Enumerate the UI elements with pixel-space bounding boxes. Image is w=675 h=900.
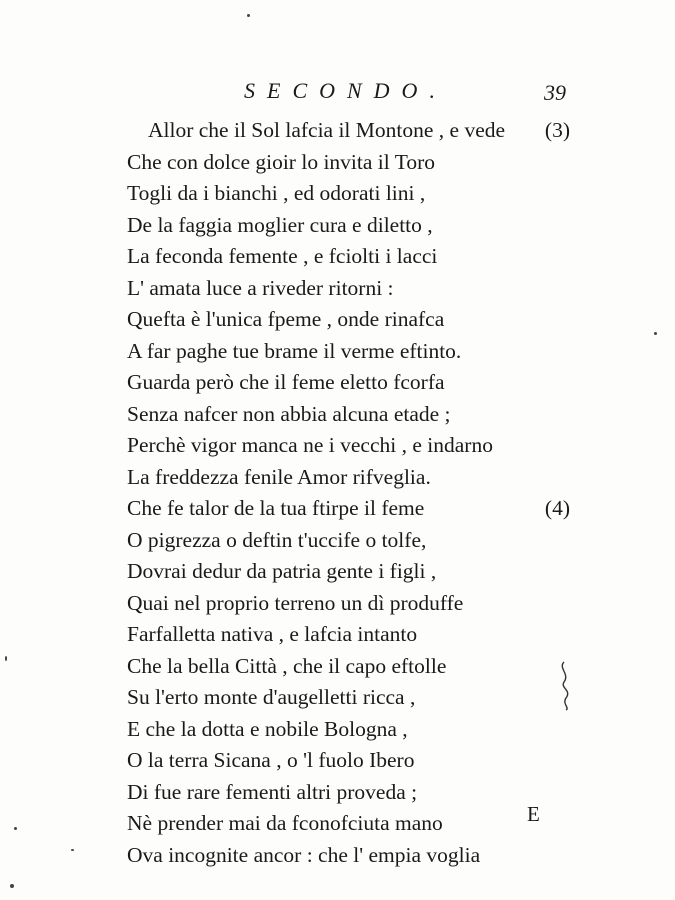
page-number: 39 bbox=[544, 80, 566, 105]
verse-text: Che fe talor de la tua ftirpe il feme bbox=[127, 496, 425, 520]
verse-text: Di fue rare fementi altri proveda ; bbox=[127, 779, 418, 804]
catchword: E bbox=[527, 802, 540, 826]
verse-text: Perchè vigor manca ne i vecchi , e indarno bbox=[127, 433, 493, 457]
verse-line bbox=[0, 430, 675, 462]
verse-line bbox=[0, 273, 675, 305]
verse-text: A far paghe tue brame il verme eftinto. bbox=[127, 338, 462, 363]
ink-speck bbox=[10, 884, 14, 888]
verse-text: E che la dotta e nobile Bologna , bbox=[127, 716, 408, 741]
verse-text: O pigrezza o deftin t'uccife o tolfe, bbox=[127, 527, 427, 552]
verse-line bbox=[0, 115, 675, 147]
verse-line bbox=[0, 588, 675, 620]
verse-line bbox=[0, 210, 675, 242]
margin-brace-mark bbox=[556, 660, 578, 712]
verse-line bbox=[0, 241, 675, 273]
verse-text: Che con dolce gioir lo invita il Toro bbox=[127, 149, 436, 174]
verse-text: Quai nel proprio terreno un dì produffe bbox=[127, 590, 464, 615]
note-reference: (3) bbox=[544, 118, 570, 142]
verse-line bbox=[0, 525, 675, 557]
verse-line bbox=[0, 147, 675, 179]
verse-list bbox=[0, 115, 675, 871]
running-head: SECONDO. bbox=[244, 78, 447, 103]
verse-line bbox=[0, 462, 675, 494]
verse-line bbox=[0, 367, 675, 399]
ink-speck bbox=[5, 656, 7, 661]
verse-text: Farfalletta nativa , e lafcia intanto bbox=[127, 622, 418, 646]
verse-text: Dovrai dedur da patria gente i figli , bbox=[127, 559, 437, 583]
verse-line bbox=[0, 556, 675, 588]
verse-text: Guarda però che il feme eletto fcorfa bbox=[127, 370, 445, 394]
verse-line bbox=[0, 178, 675, 210]
verse-line bbox=[0, 619, 675, 651]
verse-text: Senza nafcer non abbia alcuna etade ; bbox=[127, 401, 451, 426]
ink-speck bbox=[247, 14, 250, 17]
verse-text: Che la bella Città , che il capo eftolle bbox=[127, 653, 447, 678]
ink-speck bbox=[654, 332, 657, 335]
verse-line bbox=[0, 840, 675, 872]
verse-line bbox=[0, 714, 675, 746]
verse-text: Quefta è l'unica fpeme , onde rinafca bbox=[127, 307, 445, 331]
verse-text: L' amata luce a riveder ritorni : bbox=[127, 275, 394, 300]
ink-speck bbox=[14, 827, 17, 830]
verse-text: De la faggia moglier cura e diletto , bbox=[127, 212, 433, 237]
verse-line bbox=[0, 777, 675, 809]
verse-line bbox=[0, 493, 675, 525]
verse-text: La freddezza fenile Amor rifveglia. bbox=[127, 464, 431, 489]
note-reference: (4) bbox=[544, 496, 570, 520]
verse-text: O la terra Sicana , o 'l fuolo Ibero bbox=[127, 748, 415, 772]
verse-line bbox=[0, 808, 675, 840]
verse-line bbox=[0, 336, 675, 368]
ink-speck bbox=[71, 849, 74, 851]
verse-text: Su l'erto monte d'augelletti ricca , bbox=[127, 685, 416, 709]
verse-line bbox=[0, 745, 675, 777]
verse-line bbox=[0, 399, 675, 431]
verse-text: Allor che il Sol lafcia il Montone , e vede bbox=[148, 118, 506, 142]
verse-line bbox=[0, 304, 675, 336]
verse-text: La feconda femente , e fciolti i lacci bbox=[127, 244, 438, 268]
verse-text: Ova incognite ancor : che l' empia voglia bbox=[127, 842, 481, 867]
verse-text: Nè prender mai da fconofciuta mano bbox=[127, 811, 443, 835]
verse-text: Togli da i bianchi , ed odorati lini , bbox=[127, 181, 426, 205]
